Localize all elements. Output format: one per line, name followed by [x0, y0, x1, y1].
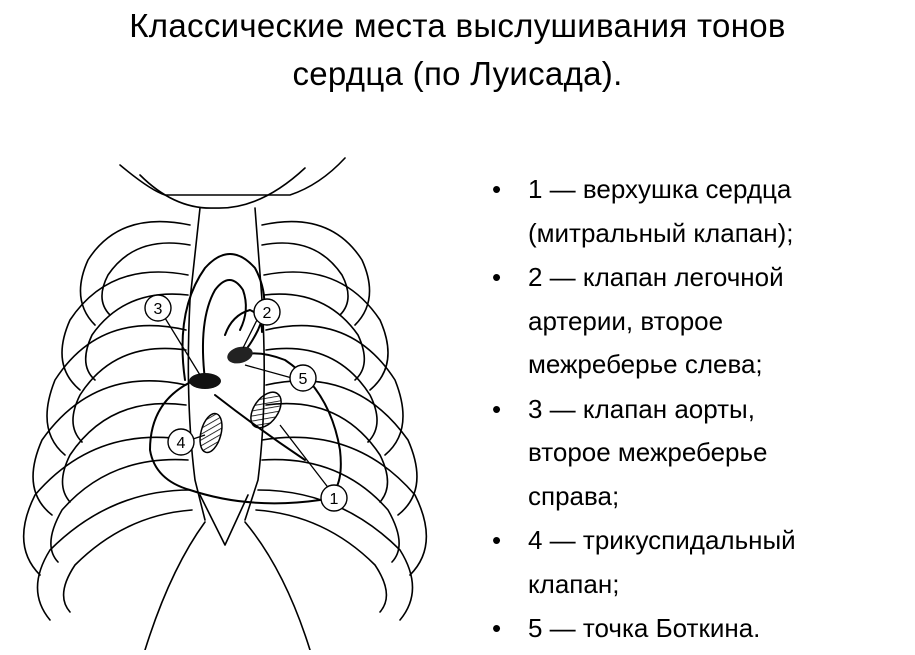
- pulmonary-valve-shape: [225, 344, 254, 366]
- marker-2: [254, 299, 280, 325]
- marker-3: [145, 295, 171, 321]
- first-rib-inner: [140, 168, 305, 208]
- arrow-1: [280, 425, 330, 490]
- legend-item-5-line-1: • 5 — точка Боткина.: [528, 613, 761, 643]
- aortic-valve-shape: [189, 373, 221, 389]
- chest-heart-illustration: [0, 150, 450, 650]
- diagram-title: [0, 2, 915, 98]
- legend-item-1-line-2: (митральный клапан);: [528, 217, 794, 248]
- legend-item-3-line-2: второе межреберье: [528, 437, 768, 467]
- title-line-2: сердца (по Луисада).: [292, 55, 623, 92]
- title-line-1: Классические места выслушивания тонов: [129, 7, 786, 44]
- ribs-right: [256, 222, 426, 620]
- marker-5: [290, 365, 316, 391]
- legend-item-4: [482, 519, 912, 606]
- tricuspid-valve-shape: [196, 411, 226, 455]
- legend-item-2-line-3: межреберье слева;: [528, 349, 763, 379]
- sternum-left-edge: [188, 208, 205, 520]
- marker-3-label: 3: [153, 301, 163, 318]
- legend-item-3-line-1: • 3 — клапан аорты,: [528, 393, 755, 424]
- legend-item-2-line-2: артерии, второе: [528, 305, 724, 336]
- costal-arch-right: [245, 522, 310, 650]
- legend-item-3: [482, 388, 912, 519]
- legend-item-2: [482, 256, 912, 387]
- aortic-arch-inner: [203, 280, 246, 380]
- legend-item-1: [482, 168, 912, 255]
- marker-1: [321, 485, 347, 511]
- marker-4-label: 4: [176, 435, 186, 452]
- legend-item-3-line-3: справа;: [528, 480, 620, 511]
- aortic-arch: [183, 254, 265, 380]
- legend-item-5: [482, 607, 912, 651]
- costal-arch-left: [145, 522, 205, 650]
- legend-item-2-line-1: • 2 — клапан легочной: [528, 262, 784, 292]
- marker-2-label: 2: [262, 305, 272, 322]
- chest-heart-svg: [0, 150, 450, 650]
- sternum-right-edge: [245, 208, 264, 520]
- legend-item-4-line-2: клапан;: [528, 568, 620, 599]
- arrow-5: [245, 365, 292, 378]
- marker-1-label: 1: [329, 491, 339, 508]
- neck-outline: [120, 158, 345, 195]
- ribs-left: [24, 222, 192, 620]
- marker-5-label: 5: [298, 371, 308, 388]
- legend-item-4-line-1: • 4 — трикуспидальный: [528, 525, 796, 555]
- legend-item-1-line-1: • 1 — верхушка сердца: [528, 174, 792, 204]
- xiphoid: [200, 495, 248, 545]
- marker-4: [168, 429, 194, 455]
- auscultation-points-legend: [482, 168, 912, 652]
